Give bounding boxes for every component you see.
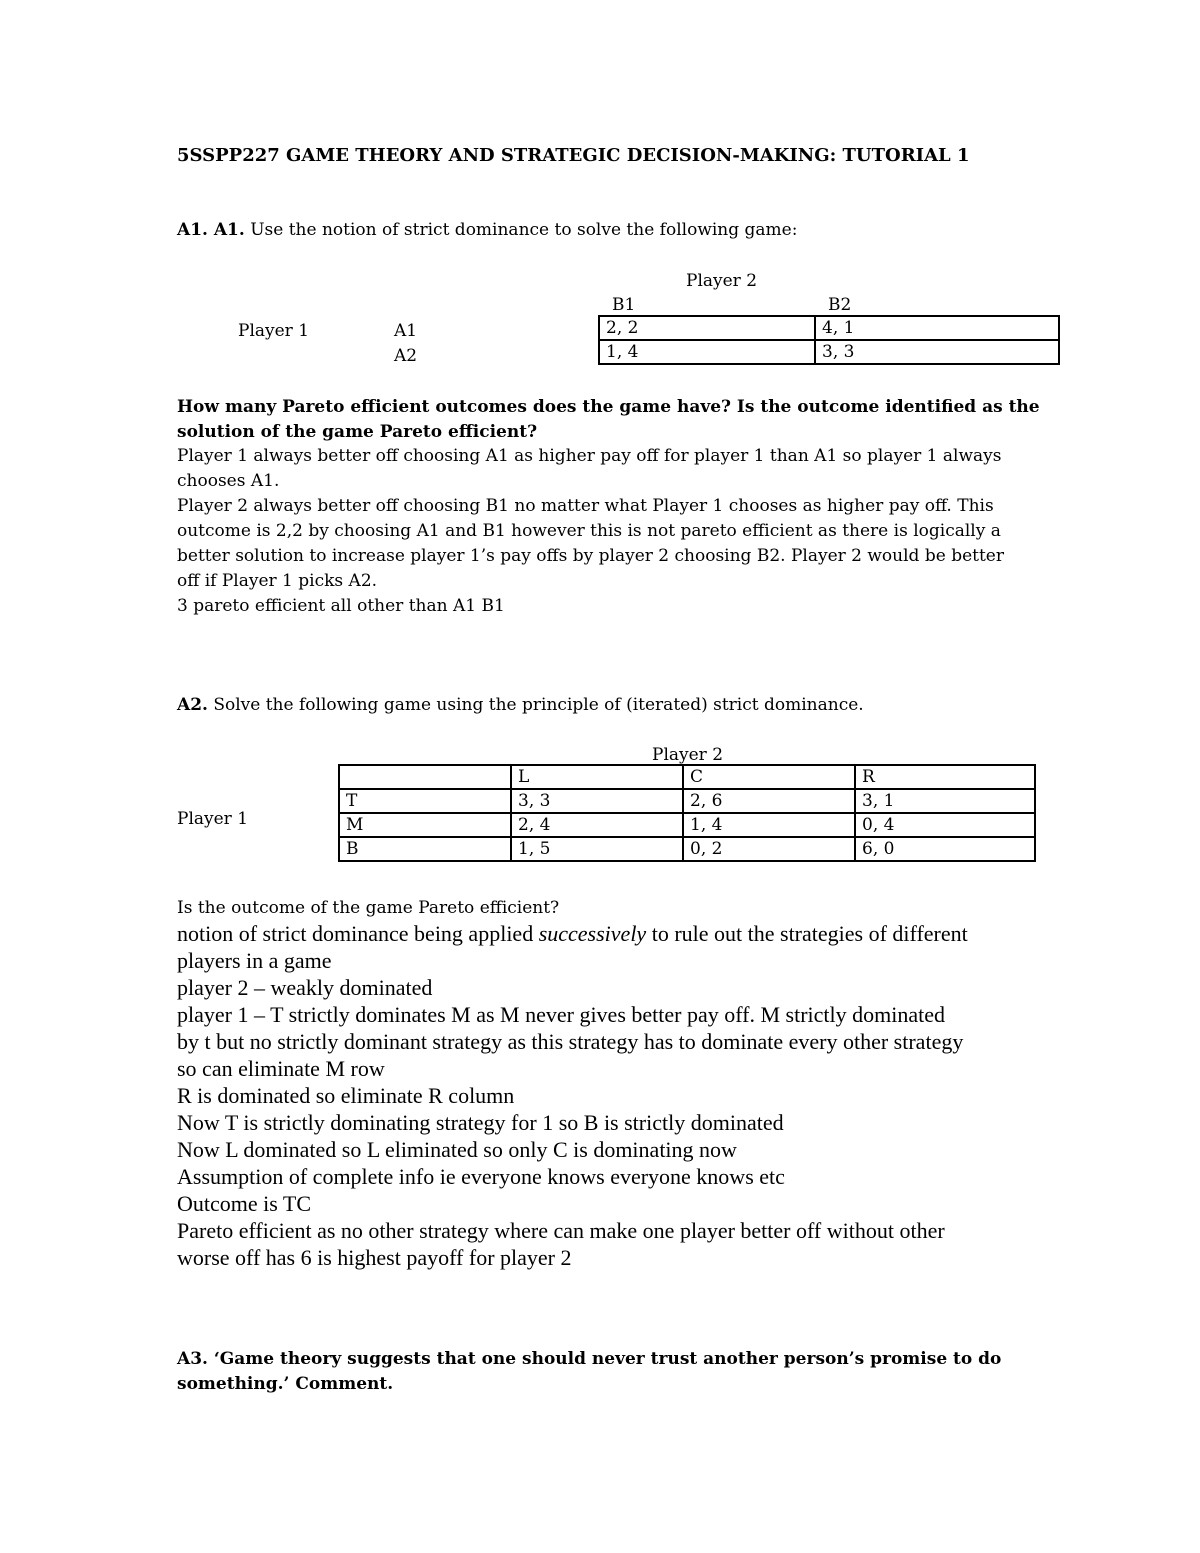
a1-row-label-a2: A2 — [394, 346, 418, 366]
a1-answer-line: 3 pareto efficient all other than A1 B1 — [177, 596, 505, 616]
a2-col-header-c: C — [683, 765, 855, 789]
a2-answer-line: player 2 – weakly dominated — [177, 975, 433, 1000]
a2-answer-line: Assumption of complete info ie everyone knows everyone knows etc — [177, 1164, 785, 1189]
a1-cell-a2-b1: 1, 4 — [599, 340, 815, 364]
a1-answer-line: Player 2 always better off choosing B1 no matter what Player 1 chooses as higher pay off. This — [177, 496, 994, 516]
a1-col-header-b1: B1 — [612, 295, 636, 315]
a2-header-blank — [339, 765, 511, 789]
a2-answer-text: to rule out the strategies of different — [646, 921, 968, 946]
a2-cell-t-l: 3, 3 — [511, 789, 683, 813]
a2-cell-b-r: 6, 0 — [855, 837, 1035, 861]
table-row — [339, 765, 1035, 789]
a1-prompt-line — [177, 218, 797, 243]
a1-label: A1. A1. — [177, 220, 245, 240]
a2-answer-line: Pareto efficient as no other strategy where can make one player better off without other — [177, 1218, 945, 1243]
a1-cell-a2-b2: 3, 3 — [815, 340, 1059, 364]
a3-label: A3. — [177, 1349, 208, 1369]
a2-answer-line: Now T is strictly dominating strategy for 1 so B is strictly dominated — [177, 1110, 784, 1135]
a2-answer-line: R is dominated so eliminate R column — [177, 1083, 515, 1108]
a2-row-label-t: T — [339, 789, 511, 813]
a2-payoff-table — [338, 764, 1036, 862]
a1-payoff-table — [598, 315, 1060, 365]
a1-answer — [177, 444, 1004, 619]
a2-cell-b-c: 0, 2 — [683, 837, 855, 861]
a1-answer-line: better solution to increase player 1’s pay offs by player 2 choosing B2. Player 2 would be better — [177, 546, 1004, 566]
a2-answer-line: so can eliminate M row — [177, 1056, 385, 1081]
a3-question-line-1 — [177, 1347, 1001, 1372]
a2-label: A2. — [177, 695, 208, 715]
a2-question: Is the outcome of the game Pareto efficient? — [177, 898, 560, 918]
a1-answer-line: outcome is 2,2 by choosing A1 and B1 however this is not pareto efficient as there is logically a — [177, 521, 1001, 541]
a3-text: ‘Game theory suggests that one should never trust another person’s promise to do — [213, 1349, 1002, 1369]
table-row — [339, 813, 1035, 837]
a1-col-header-b2: B2 — [828, 295, 852, 315]
a1-question-line-2: solution of the game Pareto efficient? — [177, 422, 538, 442]
a2-answer-line: worse off has 6 is highest payoff for player 2 — [177, 1245, 572, 1270]
a2-answer-line: player 1 – T strictly dominates M as M never gives better pay off. M strictly dominated — [177, 1002, 946, 1027]
table-row — [599, 316, 1059, 340]
a1-cell-a1-b2: 4, 1 — [815, 316, 1059, 340]
table-row — [339, 837, 1035, 861]
a2-row-label-m: M — [339, 813, 511, 837]
a2-prompt: Solve the following game using the principle of (iterated) strict dominance. — [213, 695, 864, 715]
document-title: 5SSPP227 GAME THEORY AND STRATEGIC DECISION-MAKING: TUTORIAL 1 — [177, 145, 970, 166]
a2-answer — [177, 920, 968, 1271]
a2-col-header-r: R — [855, 765, 1035, 789]
a2-col-header-l: L — [511, 765, 683, 789]
a2-cell-m-c: 1, 4 — [683, 813, 855, 837]
a2-prompt-line — [177, 693, 864, 718]
a1-answer-line: chooses A1. — [177, 471, 280, 491]
a2-cell-t-c: 2, 6 — [683, 789, 855, 813]
a1-prompt: Use the notion of strict dominance to solve the following game: — [250, 220, 798, 240]
a2-answer-text: notion of strict dominance being applied — [177, 921, 539, 946]
a2-answer-line: Now L dominated so L eliminated so only C is dominating now — [177, 1137, 737, 1162]
table-row — [339, 789, 1035, 813]
a2-row-label-b: B — [339, 837, 511, 861]
a1-question-line-1: How many Pareto efficient outcomes does the game have? Is the outcome identified as the — [177, 397, 1040, 417]
a1-player2-label: Player 2 — [686, 271, 758, 291]
a2-player2-label: Player 2 — [652, 745, 724, 765]
a1-player1-label: Player 1 — [238, 321, 310, 341]
a2-cell-b-l: 1, 5 — [511, 837, 683, 861]
a2-answer-line: Outcome is TC — [177, 1191, 312, 1216]
a2-answer-line: players in a game — [177, 948, 332, 973]
table-row — [599, 340, 1059, 364]
a3-question-line-2: something.’ Comment. — [177, 1374, 394, 1394]
a1-cell-a1-b1: 2, 2 — [599, 316, 815, 340]
a1-answer-line: Player 1 always better off choosing A1 as higher pay off for player 1 than A1 so player 1 always — [177, 446, 1002, 466]
a1-row-label-a1: A1 — [394, 321, 418, 341]
a2-player1-label: Player 1 — [177, 809, 249, 829]
a2-cell-m-l: 2, 4 — [511, 813, 683, 837]
a2-cell-t-r: 3, 1 — [855, 789, 1035, 813]
a2-answer-italic: successively — [538, 921, 647, 946]
a2-answer-line — [177, 920, 968, 947]
a2-answer-line: by t but no strictly dominant strategy as this strategy has to dominate every other strategy — [177, 1029, 964, 1054]
a2-cell-m-r: 0, 4 — [855, 813, 1035, 837]
a1-answer-line: off if Player 1 picks A2. — [177, 571, 378, 591]
